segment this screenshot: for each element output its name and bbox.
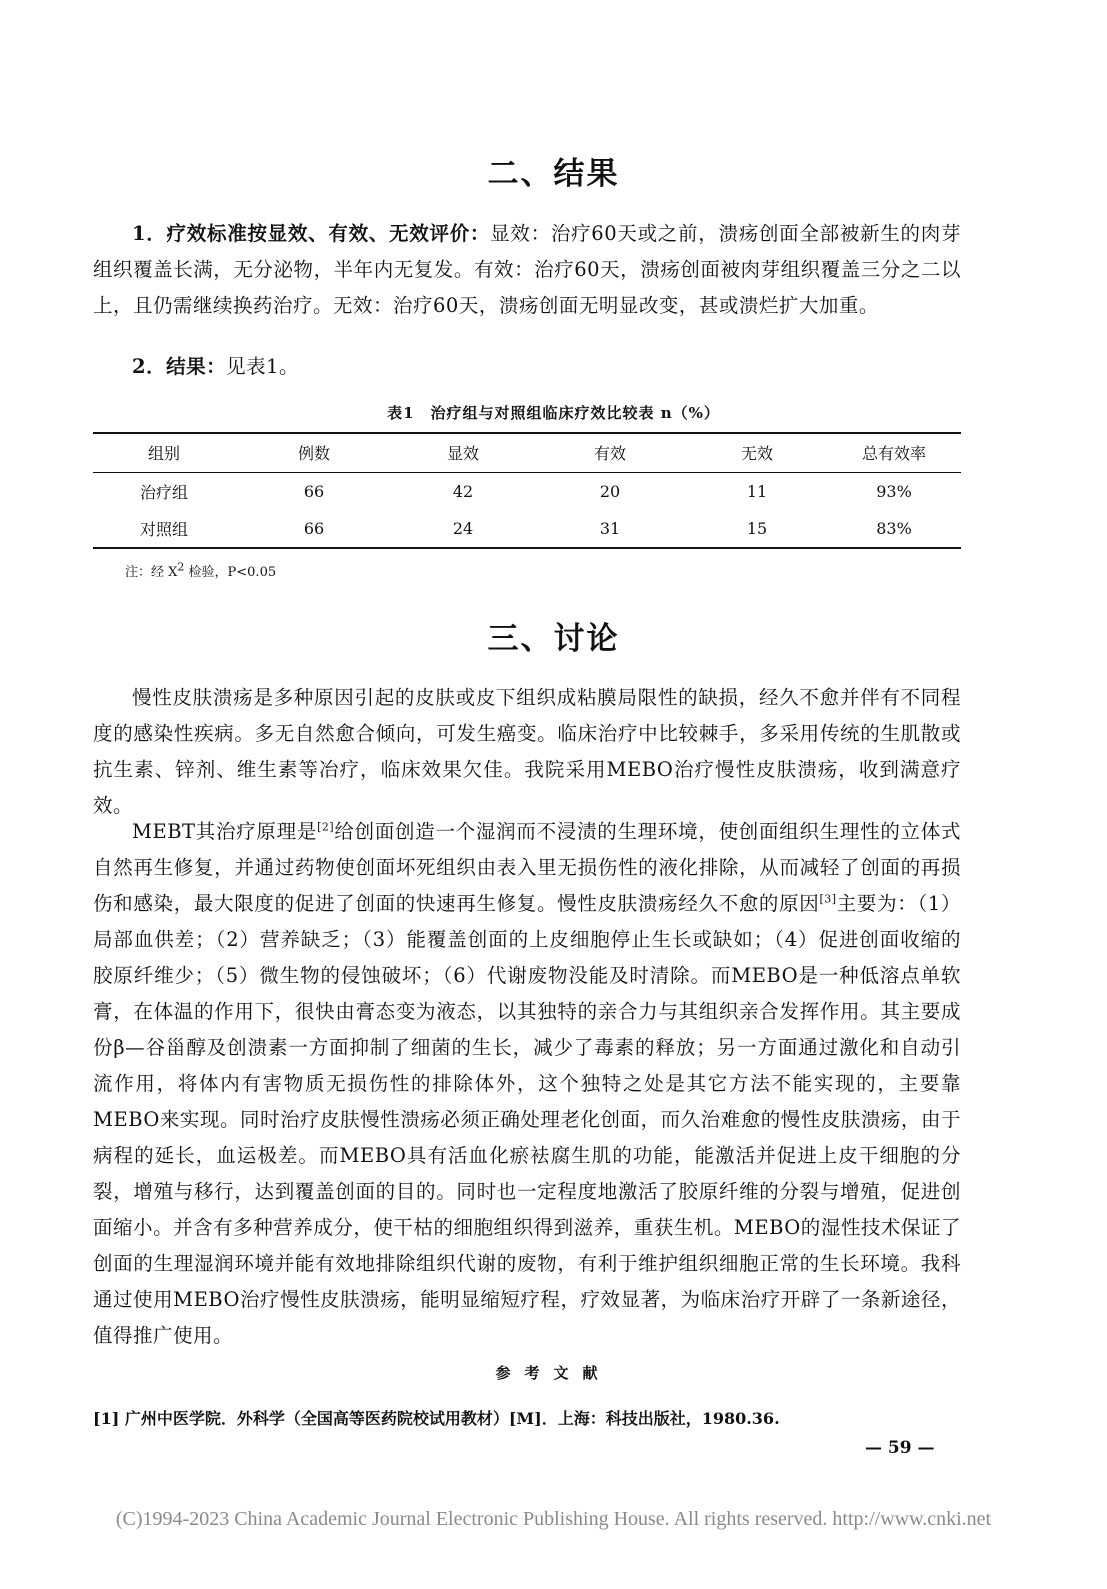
discussion-paragraph-1: 慢性皮肤溃疡是多种原因引起的皮肤或皮下组织成粘膜局限性的缺损，经久不愈并伴有不同程度的感染性疾病。多无自然愈合倾向，可发生癌变。临床治疗中比较棘手，多采用传统的生肌散或抗生素、锌剂、维生素等冶疗，临床效果欠佳。我院采用MEBO治疗慢性皮肤溃疡，收到满意疗效。 bbox=[93, 686, 961, 817]
table-row bbox=[93, 510, 961, 548]
reference-item: [1] 广州中医学院．外科学（全国高等医药院校试用教材）[M]．上海：科技出版社，1980.36. bbox=[93, 1409, 780, 1428]
col-header: 组别 bbox=[93, 433, 235, 472]
table-cell: 66 bbox=[235, 510, 393, 548]
col-header: 例数 bbox=[235, 433, 393, 472]
discussion-paragraph-2 bbox=[93, 814, 961, 1354]
note-superscript: 2 bbox=[177, 560, 185, 574]
criteria-label: 1．疗效标准按显效、有效、无效评价： bbox=[132, 222, 491, 245]
col-header: 无效 bbox=[687, 433, 827, 472]
table-row bbox=[93, 472, 961, 510]
table-cell: 20 bbox=[599, 481, 621, 501]
col-header: 显效 bbox=[393, 433, 533, 472]
table-cell: 15 bbox=[687, 510, 827, 548]
efficacy-table bbox=[93, 432, 961, 549]
references-heading: 参考文献 bbox=[495, 1364, 612, 1382]
table-header-row bbox=[93, 433, 961, 472]
discussion-text-c: 主要为：（1）局部血供差；（2）营养缺乏；（3）能覆盖创面的上皮细胞停止生长或缺如；（4）促进创面收缩的胶原纤维少；（5）微生物的侵蚀破坏；（6）代谢废物没能及时清除。而MEBO是一种低溶点单软膏，在体温的作用下，很快由膏态变为液态，以其独特的亲合力与其组织亲合发挥作用。其主要成份β—谷甾醇及创溃素一方面抑制了细菌的生长，减少了毒素的释放；另一方面通过激化和自动引流作用，将体内有害物质无损伤性的排除体外，这个独特之处是其它方法不能实现的，主要靠MEBO来实现。同时治疗皮肤慢性溃疡必须正确处理老化创面，而久治难愈的慢性皮肤溃疡，由于病程的延长，血运极差。而MEBO具有活血化瘀袪腐生肌的功能，能激活并促进上皮干细胞的分裂，增殖与移行，达到覆盖创面的目的。同时也一定程度地激活了胶原纤维的分裂与增殖，促进创面缩小。并含有多种营养成分，使干枯的细胞组织得到滋养，重获生机。MEBO的湿性技术保证了创面的生理湿润环境并能有效地排除组织代谢的废物，有利于维护组织细胞正常的生长环境。我科通过使用MEBO治疗慢性皮肤溃疡，能明显缩短疗程，疗效显著，为临床治疗开辟了一条新途径，值得推广使用。 bbox=[93, 892, 961, 1347]
table-caption: 表1 治疗组与对照组临床疗效比较表 n（%） bbox=[387, 404, 720, 422]
table-cell: 治疗组 bbox=[139, 482, 188, 502]
citation-ref: [2] bbox=[317, 820, 335, 834]
table-cell: 11 bbox=[746, 481, 768, 501]
copyright-footer: (C)1994-2023 China Academic Journal Electronic Publishing House. All rights reserved. http://www.cnki.net bbox=[115, 1508, 992, 1530]
table-cell: 93% bbox=[876, 481, 912, 501]
criteria-text: 显效：治疗60天或之前，溃疡创面全部被新生的肉芽组织覆盖长满，无分泌物，半年内无复发。有效：治疗60天，溃疡创面被肉芽组织覆盖三分之二以上，且仍需继续换药治疗。无效：治疗60天，溃疡创面无明显改变，甚或溃烂扩大加重。 bbox=[93, 222, 961, 317]
table-cell: 对照组 bbox=[93, 510, 235, 548]
table-cell: 24 bbox=[393, 510, 533, 548]
discussion-heading: 三、讨论 bbox=[487, 621, 620, 657]
col-header: 有效 bbox=[533, 433, 687, 472]
page-number: — 59 — bbox=[865, 1438, 935, 1458]
results-paragraph-1 bbox=[93, 216, 961, 324]
citation-ref: [3] bbox=[819, 892, 837, 906]
table-cell: 42 bbox=[452, 481, 474, 501]
results-heading: 二、结果 bbox=[487, 156, 620, 192]
table-cell: 83% bbox=[827, 510, 961, 548]
note-prefix: 注：经 X bbox=[125, 565, 178, 580]
results-label: 2．结果： bbox=[132, 355, 227, 378]
discussion-text-a: MEBT其治疗原理是 bbox=[132, 820, 318, 843]
col-header: 总有效率 bbox=[827, 433, 961, 472]
table-cell: 66 bbox=[303, 481, 325, 501]
table-note bbox=[125, 561, 276, 580]
results-paragraph-2 bbox=[93, 349, 961, 385]
note-suffix: 检验，P<0.05 bbox=[184, 565, 277, 580]
discussion-text-b: 给创面创造一个湿润而不浸渍的生理环境，使创面组织生理性的立体式自然再生修复，并通过药物使创面坏死组织由表入里无损伤性的液化排除，从而减轻了创面的再损伤和感染，最大限度的促进了创面的快速再生修复。慢性皮肤溃疡经久不愈的原因 bbox=[93, 820, 961, 915]
results-text: 见表1。 bbox=[226, 355, 299, 378]
table-cell: 31 bbox=[533, 510, 687, 548]
